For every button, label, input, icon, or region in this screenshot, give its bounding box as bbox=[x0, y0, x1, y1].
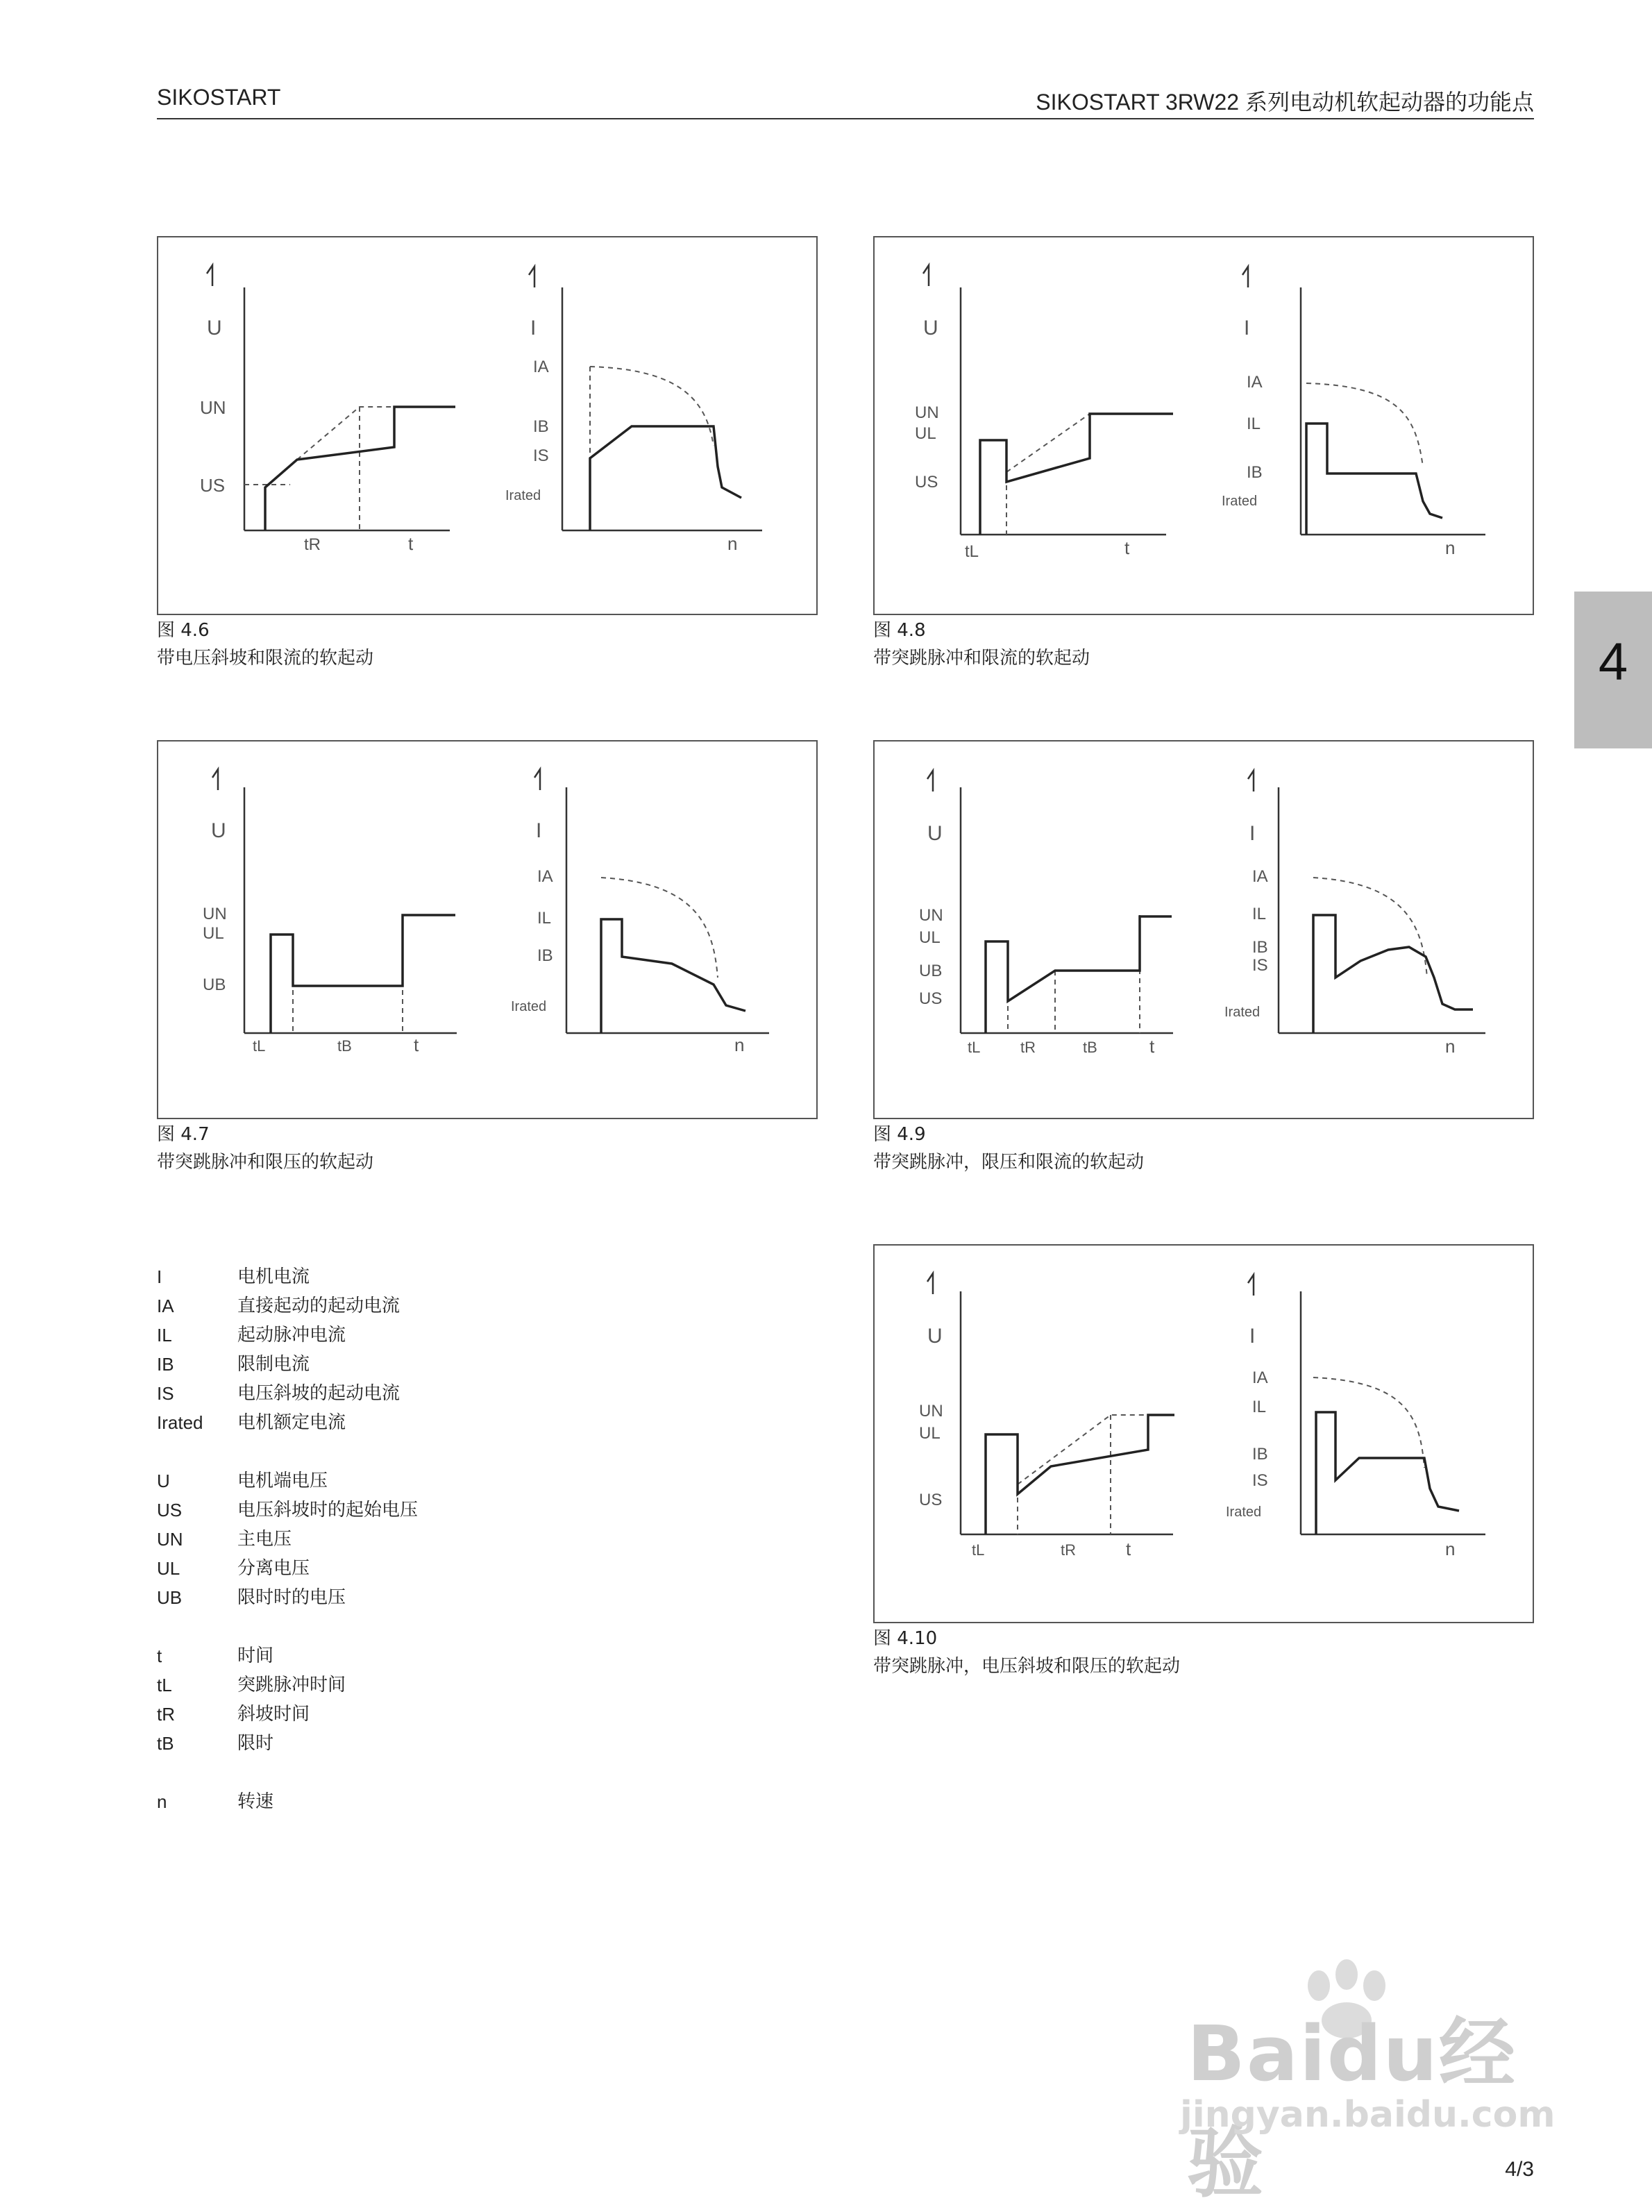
header-right: SIKOSTART 3RW22 系列电动机软起动器的功能点 bbox=[1036, 90, 1534, 115]
ia-label: IA bbox=[1252, 867, 1268, 886]
symbol-legend bbox=[157, 1262, 418, 1816]
n-axis-label: n bbox=[1445, 537, 1456, 558]
legend-desc: 电机电流 bbox=[237, 1266, 310, 1287]
figure-4-7 bbox=[157, 740, 818, 1119]
un-label: UN bbox=[915, 403, 939, 422]
legend-row bbox=[157, 1729, 418, 1758]
legend-row bbox=[157, 1670, 418, 1700]
legend-row bbox=[157, 1408, 418, 1437]
legend-symbol: UL bbox=[157, 1558, 180, 1579]
i-axis-label: I bbox=[1249, 1325, 1256, 1348]
legend-row bbox=[157, 1787, 418, 1816]
t-axis-label: t bbox=[1124, 537, 1130, 558]
us-label: US bbox=[919, 1491, 943, 1509]
legend-desc: 时间 bbox=[237, 1645, 274, 1666]
figure-4-6 bbox=[157, 236, 818, 615]
tb-label: tB bbox=[1083, 1039, 1097, 1056]
figure-4-10 bbox=[873, 1244, 1534, 1623]
ul-label: UL bbox=[919, 928, 941, 947]
legend-symbol: tR bbox=[157, 1704, 175, 1725]
header-left: SIKOSTART bbox=[157, 85, 281, 110]
ul-label: UL bbox=[919, 1424, 941, 1443]
us-label: US bbox=[919, 989, 943, 1008]
u-axis-label: U bbox=[923, 317, 938, 340]
legend-row bbox=[157, 1291, 418, 1321]
ul-label: UL bbox=[203, 924, 224, 943]
ia-label: IA bbox=[537, 867, 553, 886]
irated-label: Irated bbox=[511, 999, 547, 1014]
u-axis-label: U bbox=[207, 317, 222, 340]
legend-row bbox=[157, 1321, 418, 1350]
il-label: IL bbox=[1252, 1398, 1267, 1416]
n-axis-label: n bbox=[727, 533, 738, 554]
watermark-text: Baidu经验 bbox=[1187, 2009, 1517, 2208]
legend-desc: 电机端电压 bbox=[237, 1471, 328, 1491]
legend-desc: 主电压 bbox=[237, 1529, 292, 1550]
figure-caption: 带电压斜坡和限流的软起动 bbox=[157, 648, 374, 669]
legend-symbol: I bbox=[157, 1266, 162, 1287]
ub-label: UB bbox=[919, 962, 943, 980]
legend-symbol: UN bbox=[157, 1529, 183, 1550]
figure-4-9-diagram bbox=[875, 741, 1535, 1121]
tl-label: tL bbox=[968, 1039, 981, 1056]
t-axis-label: t bbox=[408, 533, 414, 554]
tr-label: tR bbox=[1061, 1541, 1076, 1559]
figure-number: 图 4.8 bbox=[873, 620, 926, 641]
legend-row bbox=[157, 1495, 418, 1525]
ib-label: IB bbox=[533, 417, 549, 436]
figure-4-8-caption bbox=[873, 617, 1090, 672]
legend-row bbox=[157, 1700, 418, 1729]
legend-desc: 限制电流 bbox=[237, 1354, 310, 1375]
legend-desc: 电压斜坡时的起始电压 bbox=[237, 1500, 419, 1520]
legend-symbol: tB bbox=[157, 1733, 174, 1754]
t-axis-label: t bbox=[414, 1034, 419, 1055]
legend-spacer bbox=[157, 1612, 418, 1641]
header-rule bbox=[157, 118, 1534, 119]
legend-symbol: n bbox=[157, 1791, 167, 1812]
legend-symbol: tL bbox=[157, 1675, 172, 1695]
legend-row bbox=[157, 1350, 418, 1379]
u-axis-label: U bbox=[211, 819, 226, 842]
irated-label: Irated bbox=[1222, 494, 1258, 509]
figure-number: 图 4.6 bbox=[157, 620, 210, 641]
legend-symbol: IL bbox=[157, 1325, 172, 1346]
legend-symbol: US bbox=[157, 1500, 183, 1520]
figure-4-7-diagram bbox=[158, 741, 819, 1121]
un-label: UN bbox=[200, 397, 226, 418]
tr-label: tR bbox=[1020, 1039, 1036, 1056]
legend-desc: 起动脉冲电流 bbox=[237, 1325, 346, 1346]
ib-label: IB bbox=[1252, 1445, 1268, 1464]
legend-desc: 分离电压 bbox=[237, 1558, 310, 1579]
figure-4-6-caption bbox=[157, 617, 373, 672]
legend-desc: 直接起动的起动电流 bbox=[237, 1296, 401, 1316]
legend-row bbox=[157, 1466, 418, 1495]
figure-4-8-diagram bbox=[875, 237, 1535, 617]
legend-row bbox=[157, 1583, 418, 1612]
tl-label: tL bbox=[965, 542, 979, 561]
il-label: IL bbox=[537, 909, 552, 928]
un-label: UN bbox=[919, 1402, 943, 1421]
tl-label: tL bbox=[253, 1037, 266, 1055]
irated-label: Irated bbox=[1224, 1005, 1261, 1020]
legend-symbol: IA bbox=[157, 1296, 174, 1316]
irated-label: Irated bbox=[1226, 1505, 1262, 1520]
legend-symbol: U bbox=[157, 1471, 170, 1491]
is-label: IS bbox=[533, 446, 549, 465]
legend-spacer bbox=[157, 1758, 418, 1787]
t-axis-label: t bbox=[1126, 1539, 1131, 1559]
tl-label: tL bbox=[972, 1541, 985, 1559]
i-axis-label: I bbox=[1249, 822, 1256, 845]
figure-caption: 带突跳脉冲，电压斜坡和限压的软起动 bbox=[873, 1656, 1181, 1677]
legend-desc: 斜坡时间 bbox=[237, 1704, 310, 1725]
figure-4-6-diagram bbox=[158, 237, 819, 617]
ul-label: UL bbox=[915, 424, 936, 443]
legend-row bbox=[157, 1641, 418, 1670]
legend-row bbox=[157, 1379, 418, 1408]
i-axis-label: I bbox=[536, 819, 542, 842]
tr-label: tR bbox=[304, 535, 321, 554]
tb-label: tB bbox=[337, 1037, 352, 1055]
il-label: IL bbox=[1252, 905, 1267, 923]
legend-row bbox=[157, 1525, 418, 1554]
legend-desc: 限时 bbox=[237, 1733, 274, 1754]
ib-label: IB bbox=[537, 946, 553, 965]
figure-4-10-diagram bbox=[875, 1246, 1535, 1625]
un-label: UN bbox=[203, 905, 227, 923]
ub-label: UB bbox=[203, 975, 226, 994]
legend-desc: 突跳脉冲时间 bbox=[237, 1675, 346, 1695]
legend-row bbox=[157, 1554, 418, 1583]
legend-symbol: Irated bbox=[157, 1412, 203, 1433]
figure-number: 图 4.7 bbox=[157, 1124, 210, 1145]
legend-desc: 限时时的电压 bbox=[237, 1587, 346, 1608]
is-label: IS bbox=[1252, 1471, 1268, 1490]
il-label: IL bbox=[1247, 414, 1261, 433]
n-axis-label: n bbox=[1445, 1036, 1456, 1057]
ia-label: IA bbox=[1247, 373, 1263, 392]
figure-number: 图 4.10 bbox=[873, 1628, 938, 1649]
ib-label: IB bbox=[1247, 463, 1263, 482]
is-label: IS bbox=[1252, 956, 1268, 975]
figure-caption: 带突跳脉冲和限压的软起动 bbox=[157, 1152, 374, 1173]
legend-symbol: IS bbox=[157, 1383, 174, 1404]
figure-4-8 bbox=[873, 236, 1534, 615]
figure-4-9-caption bbox=[873, 1121, 1144, 1176]
u-axis-label: U bbox=[927, 1325, 943, 1348]
page-number: 4/3 bbox=[1505, 2158, 1534, 2181]
n-axis-label: n bbox=[1445, 1539, 1456, 1559]
figure-4-10-caption bbox=[873, 1625, 1180, 1680]
legend-symbol: t bbox=[157, 1645, 162, 1666]
legend-desc: 电机额定电流 bbox=[237, 1412, 346, 1433]
ib-label: IB bbox=[1252, 938, 1268, 957]
figure-number: 图 4.9 bbox=[873, 1124, 926, 1145]
figure-4-9 bbox=[873, 740, 1534, 1119]
ia-label: IA bbox=[533, 358, 549, 376]
section-tab bbox=[1574, 592, 1652, 748]
figure-4-7-caption bbox=[157, 1121, 373, 1176]
figure-caption: 带突跳脉冲和限流的软起动 bbox=[873, 648, 1090, 669]
us-label: US bbox=[200, 475, 226, 496]
legend-desc: 电压斜坡的起动电流 bbox=[237, 1383, 401, 1404]
figure-caption: 带突跳脉冲，限压和限流的软起动 bbox=[873, 1152, 1145, 1173]
legend-desc: 转速 bbox=[237, 1791, 274, 1812]
u-axis-label: U bbox=[927, 822, 943, 845]
watermark-url: jingyan.baidu.com bbox=[1180, 2094, 1556, 2136]
n-axis-label: n bbox=[734, 1034, 745, 1055]
legend-symbol: IB bbox=[157, 1354, 174, 1375]
un-label: UN bbox=[919, 906, 943, 925]
legend-symbol: UB bbox=[157, 1587, 183, 1608]
us-label: US bbox=[915, 473, 938, 492]
ia-label: IA bbox=[1252, 1368, 1268, 1387]
i-axis-label: I bbox=[1244, 317, 1250, 340]
t-axis-label: t bbox=[1149, 1036, 1155, 1057]
section-tab-label: 4 bbox=[1598, 632, 1628, 692]
i-axis-label: I bbox=[530, 317, 537, 340]
legend-spacer bbox=[157, 1437, 418, 1466]
legend-row bbox=[157, 1262, 418, 1291]
irated-label: Irated bbox=[505, 488, 541, 503]
